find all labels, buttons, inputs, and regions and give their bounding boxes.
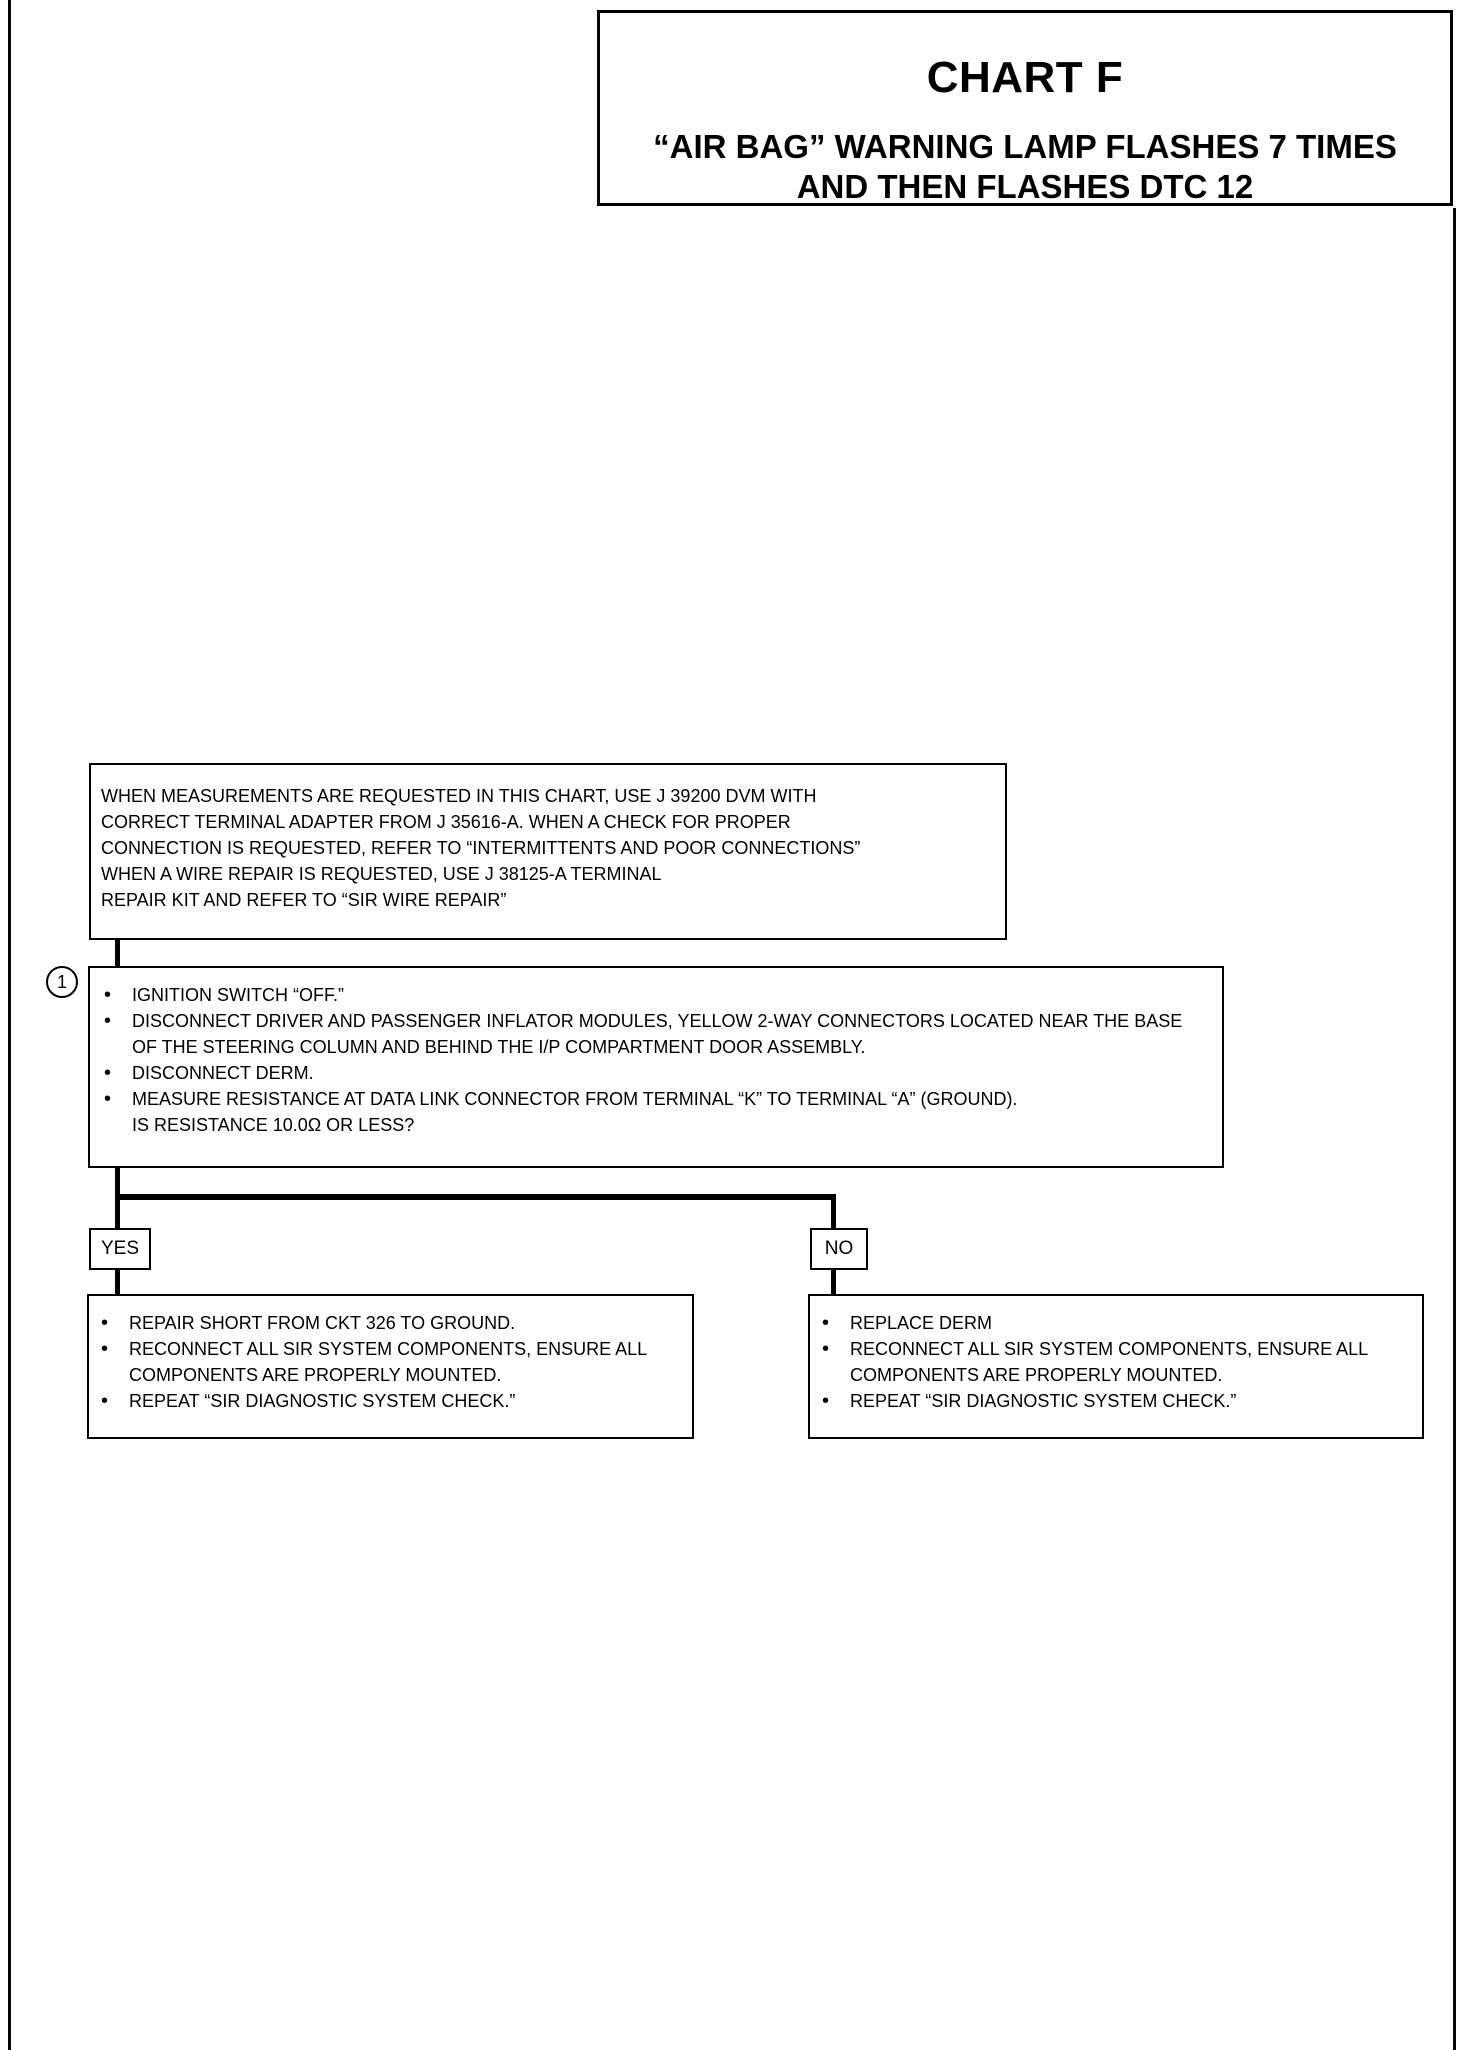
instruction-line: WHEN A WIRE REPAIR IS REQUESTED, USE J 38125-A TERMINAL bbox=[101, 864, 662, 884]
instruction-line: CORRECT TERMINAL ADAPTER FROM J 35616-A. WHEN A CHECK FOR PROPER bbox=[101, 812, 791, 832]
connector-note-to-step bbox=[115, 940, 120, 966]
step-1-box bbox=[88, 966, 1224, 1168]
step-1-question: IS RESISTANCE 10.0Ω OR LESS? bbox=[132, 1115, 415, 1135]
yes-result-item: • REPEAT “SIR DIAGNOSTIC SYSTEM CHECK.” bbox=[99, 1388, 684, 1414]
chart-title-block bbox=[597, 10, 1453, 206]
connector-to-yes bbox=[115, 1196, 120, 1228]
instruction-line: CONNECTION IS REQUESTED, REFER TO “INTERMITTENTS AND POOR CONNECTIONS” bbox=[101, 838, 861, 858]
connector-branch-horizontal bbox=[115, 1194, 836, 1200]
chart-subtitle bbox=[600, 127, 1450, 207]
page-frame-left-border bbox=[8, 0, 11, 2050]
step-1-item: • IGNITION SWITCH “OFF.” bbox=[102, 982, 1212, 1008]
yes-result-box bbox=[87, 1294, 694, 1439]
measurement-instructions-box bbox=[89, 763, 1007, 940]
yes-branch-label: YES bbox=[89, 1228, 151, 1270]
no-result-box bbox=[808, 1294, 1424, 1439]
step-1-item: • DISCONNECT DRIVER AND PASSENGER INFLATOR MODULES, YELLOW 2-WAY CONNECTORS LOCATED NEAR THE BASE OF THE STEERING COLUMN AND BEHIND THE I/P COMPARTMENT DOOR ASSEMBLY. bbox=[102, 1008, 1212, 1060]
no-branch-label: NO bbox=[810, 1228, 868, 1270]
no-result-item: • REPEAT “SIR DIAGNOSTIC SYSTEM CHECK.” bbox=[820, 1388, 1414, 1414]
instruction-line: REPAIR KIT AND REFER TO “SIR WIRE REPAIR” bbox=[101, 890, 507, 910]
step-1-item: • DISCONNECT DERM. bbox=[102, 1060, 1212, 1086]
yes-result-item: • RECONNECT ALL SIR SYSTEM COMPONENTS, ENSURE ALL COMPONENTS ARE PROPERLY MOUNTED. bbox=[99, 1336, 684, 1388]
chart-title: CHART F bbox=[926, 53, 1124, 102]
chart-subtitle-line-1: “AIR BAG” WARNING LAMP FLASHES 7 TIMES bbox=[653, 128, 1397, 165]
connector-no-to-result bbox=[831, 1270, 836, 1294]
yes-result-item: • REPAIR SHORT FROM CKT 326 TO GROUND. bbox=[99, 1310, 684, 1336]
connector-yes-to-result bbox=[115, 1270, 120, 1294]
step-number-badge: 1 bbox=[46, 966, 78, 998]
chart-subtitle-line-2: AND THEN FLASHES DTC 12 bbox=[796, 168, 1254, 205]
page-frame-right-border bbox=[1453, 208, 1456, 2050]
connector-to-no bbox=[831, 1196, 836, 1228]
no-result-item: • RECONNECT ALL SIR SYSTEM COMPONENTS, ENSURE ALL COMPONENTS ARE PROPERLY MOUNTED. bbox=[820, 1336, 1414, 1388]
no-result-item: • REPLACE DERM bbox=[820, 1310, 1414, 1336]
instruction-line: WHEN MEASUREMENTS ARE REQUESTED IN THIS CHART, USE J 39200 DVM WITH bbox=[101, 786, 817, 806]
step-1-item: • MEASURE RESISTANCE AT DATA LINK CONNECTOR FROM TERMINAL “K” TO TERMINAL “A” (GROUND). bbox=[102, 1086, 1212, 1112]
